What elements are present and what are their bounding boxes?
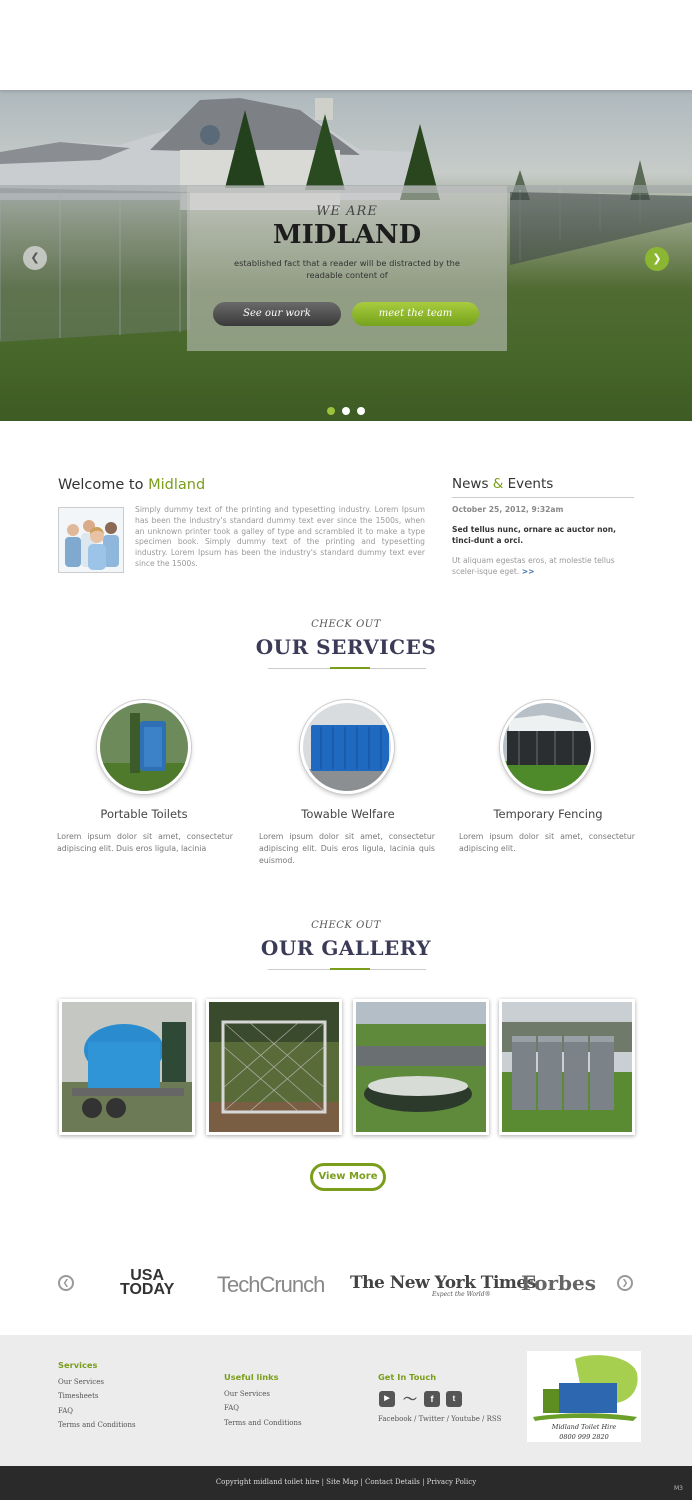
service-image-portable-toilets[interactable]: [97, 700, 191, 794]
footer-services-heading: Services: [58, 1360, 98, 1370]
press-next-arrow-icon[interactable]: ❯: [617, 1275, 633, 1291]
services-title: OUR SERVICES: [255, 635, 437, 659]
welcome-heading: [58, 477, 205, 493]
footer-useful-faq[interactable]: FAQ: [224, 1404, 240, 1412]
gallery-image-2[interactable]: [206, 999, 342, 1135]
welcome-heading-accent: Midland: [148, 477, 206, 493]
usa-today-logo-line1: USA: [130, 1267, 165, 1284]
footer-useful-our-services[interactable]: Our Services: [224, 1390, 270, 1398]
footer-logo[interactable]: [527, 1351, 641, 1442]
team-photo: [58, 507, 124, 573]
site-header: [0, 0, 692, 90]
gallery-rule-accent: [330, 968, 370, 970]
usa-today-logo-line2: TODAY: [120, 1281, 175, 1298]
new-york-times-logo: The New York Times: [350, 1273, 536, 1293]
new-york-times-tagline: Expect the World®: [432, 1291, 491, 1298]
press-prev-arrow-icon[interactable]: ❮: [58, 1275, 74, 1291]
service-text-portable-toilets: Lorem ipsum dolor sit amet, consectetur adipiscing elit. Duis eros ligula, lacinia: [57, 832, 233, 853]
footer-useful-heading: Useful links: [224, 1372, 279, 1382]
welcome-text: Simply dummy text of the printing and typesetting industry. Lorem Ipsum has been the industry's standard dummy text ever since the 1500s, when an unknown printer took a galley of type and scrambled it to make a type specimen book. Simply dummy text of the printing and typesetting industry. Lorem Ipsum has been the industry's standard dummy text ever since the 1500s.: [135, 505, 425, 568]
see-our-work-button[interactable]: See our work: [213, 302, 341, 326]
news-heading-amp: &: [492, 476, 504, 492]
footer-touch-heading: Get In Touch: [378, 1372, 437, 1382]
footer-rss-icon[interactable]: 〜: [403, 1391, 417, 1407]
slide-dot-3[interactable]: [357, 407, 365, 415]
service-text-temporary-fencing: Lorem ipsum dolor sit amet, consectetur adipiscing elit.: [459, 832, 635, 853]
view-more-button[interactable]: View More: [310, 1163, 386, 1191]
news-more-link[interactable]: >>: [521, 566, 535, 576]
hero-prev-arrow-icon[interactable]: ❮: [23, 246, 47, 270]
footer-link-our-services[interactable]: Our Services: [58, 1378, 104, 1386]
meet-the-team-button[interactable]: meet the team: [352, 302, 479, 326]
footer-youtube-icon[interactable]: ▶: [379, 1391, 395, 1407]
news-date: October 25, 2012, 9:32am: [452, 505, 564, 514]
footer-twitter-icon[interactable]: t: [446, 1391, 462, 1407]
gallery-image-1[interactable]: [59, 999, 195, 1135]
footer-logo-phone: 0800 999 2820: [559, 1433, 609, 1441]
footer-link-terms[interactable]: Terms and Conditions: [58, 1421, 136, 1429]
news-heading: [452, 476, 553, 492]
forbes-logo: Forbes: [521, 1271, 596, 1295]
news-body: [452, 556, 632, 577]
service-title-portable-toilets[interactable]: Portable Toilets: [100, 807, 188, 821]
service-title-temporary-fencing[interactable]: Temporary Fencing: [493, 807, 603, 821]
hero-kicker: WE ARE: [316, 204, 378, 219]
hero-subtitle: established fact that a reader will be distracted by the readable content of: [234, 258, 460, 280]
usa-today-logo: [120, 1269, 174, 1297]
copyright-text[interactable]: Copyright midland toilet hire | Site Map | Contact Details | Privacy Policy: [215, 1478, 477, 1486]
footer-link-faq[interactable]: FAQ: [58, 1407, 74, 1415]
news-body-text: Ut aliquam egestas eros, at molestie tellus sceler-isque eget.: [452, 556, 615, 576]
hero-title: MIDLAND: [272, 220, 422, 250]
services-rule-accent: [330, 667, 370, 669]
slide-dot-1[interactable]: [327, 407, 335, 415]
footer-facebook-icon[interactable]: f: [424, 1391, 440, 1407]
footer-link-timesheets[interactable]: Timesheets: [58, 1392, 99, 1400]
news-heading-b: Events: [503, 476, 554, 492]
footer-useful-terms[interactable]: Terms and Conditions: [224, 1419, 302, 1427]
service-text-towable-welfare: Lorem ipsum dolor sit amet, consectetur adipiscing elit. Duis eros ligula, lacinia quis euismod.: [259, 832, 435, 865]
slide-dot-2[interactable]: [342, 407, 350, 415]
gallery-image-4[interactable]: [499, 999, 635, 1135]
service-image-temporary-fencing[interactable]: [500, 700, 594, 794]
footer-social-links[interactable]: Facebook / Twitter / Youtube / RSS: [378, 1415, 502, 1423]
techcrunch-logo: TechCrunch: [217, 1272, 325, 1297]
welcome-heading-prefix: Welcome to: [58, 477, 149, 493]
news-heading-a: News: [452, 476, 493, 492]
service-title-towable-welfare[interactable]: Towable Welfare: [301, 807, 395, 821]
news-headline[interactable]: Sed tellus nunc, ornare ac auctor non, tinci-dunt a orci.: [452, 525, 616, 545]
gallery-kicker: CHECK OUT: [311, 920, 381, 931]
services-kicker: CHECK OUT: [311, 619, 381, 630]
news-divider: [452, 497, 634, 498]
service-image-towable-welfare[interactable]: [300, 700, 394, 794]
hero-next-arrow-icon[interactable]: ❯: [645, 247, 669, 271]
gallery-image-3[interactable]: [353, 999, 489, 1135]
gallery-title: OUR GALLERY: [260, 936, 432, 960]
corner-tag: M3: [674, 1485, 683, 1492]
footer-logo-caption: Midland Toilet Hire: [551, 1423, 617, 1431]
